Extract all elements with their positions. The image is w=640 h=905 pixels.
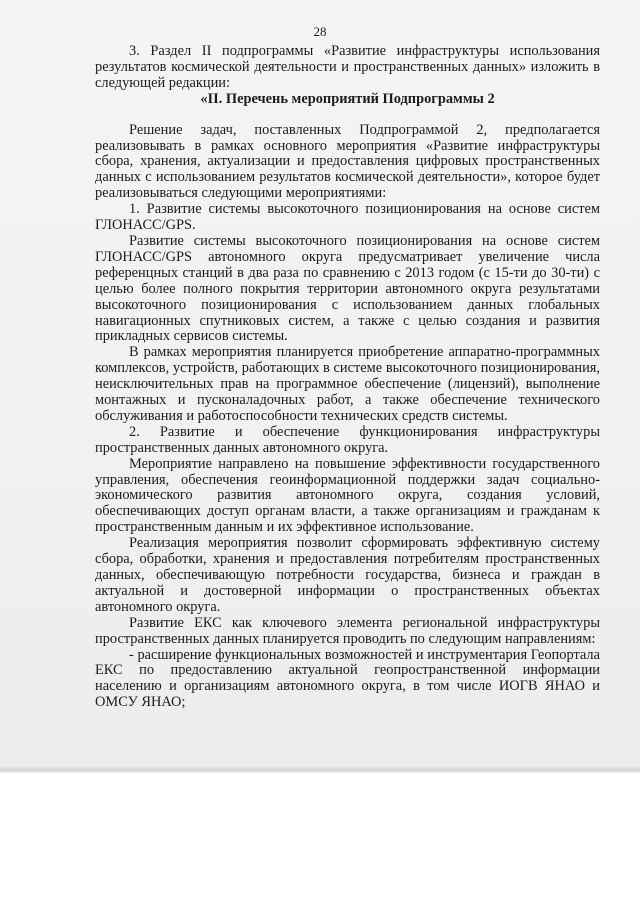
scan-bottom-edge	[0, 766, 640, 774]
document-body	[95, 44, 600, 711]
paragraph: Развитие системы высокоточного позиционирования на основе систем ГЛОНАСС/GPS автономного округа предусматривает увеличение числа референцных станций в два раза по сравнению с 2013 годом (с 15-ти до 30-ти) с целью более полного покрытия территории автономного округа результатами высокоточного позиционирования с использованием данных глобальных навигационных спутниковых систем, а также с целью создания и развития прикладных сервисов системы.	[95, 232, 600, 345]
intro-paragraph: 3. Раздел II подпрограммы «Развитие инфраструктуры использования результатов космической деятельности и пространственных данных» изложить в следующей редакции:	[95, 43, 600, 91]
section-heading: «II. Перечень мероприятий Подпрограммы 2	[200, 90, 495, 107]
paragraph: В рамках мероприятия планируется приобретение аппаратно-программных комплексов, устройств, работающих в системе высокоточного позиционирования, неисключительных прав на программное обеспечение (лицензий), выполнение монтажных и пусконаладочных работ, а также обеспечение технического обслуживания и работоспособности технических средств системы.	[95, 344, 600, 424]
paragraph: 1. Развитие системы высокоточного позиционирования на основе систем ГЛОНАСС/GPS.	[95, 201, 600, 234]
page-number: 28	[313, 24, 327, 39]
paragraph: Решение задач, поставленных Подпрограммой 2, предполагается реализовывать в рамках основного мероприятия «Развитие инфраструктуры сбора, хранения, актуализации и предоставления цифровых пространственных данных с использованием результатов космической деятельности», которое будет реализовываться следующими мероприятиями:	[95, 121, 600, 202]
paragraph: 2. Развитие и обеспечение функционирования инфраструктуры пространственных данных автономного округа.	[95, 423, 600, 456]
paragraph: Мероприятие направлено на повышение эффективности государственного управления, обеспечения геоинформационной поддержки задач социально-экономического развития автономного округа, создания условий, обеспечивающих доступ органам власти, а также организациям и гражданам к пространственным данным и их эффективное использование.	[95, 455, 600, 536]
paragraph: Реализация мероприятия позволит сформировать эффективную систему сбора, обработки, хранения и предоставления потребителям пространственных данных, обеспечивающую потребности государства, бизнеса и граждан в актуальной и достоверной информации о пространственных объектах автономного округа.	[95, 535, 600, 615]
paragraph: Развитие ЕКС как ключевого элемента региональной инфраструктуры пространственных данных планируется проводить по следующим направлениям:	[95, 614, 600, 647]
list-item: - расширение функциональных возможностей и инструментария Геопортала ЕКС по предоставлению актуальной геопространственной информации населению и организациям автономного округа, в том числе ИОГВ ЯНАО и ОМСУ ЯНАО;	[95, 646, 600, 711]
